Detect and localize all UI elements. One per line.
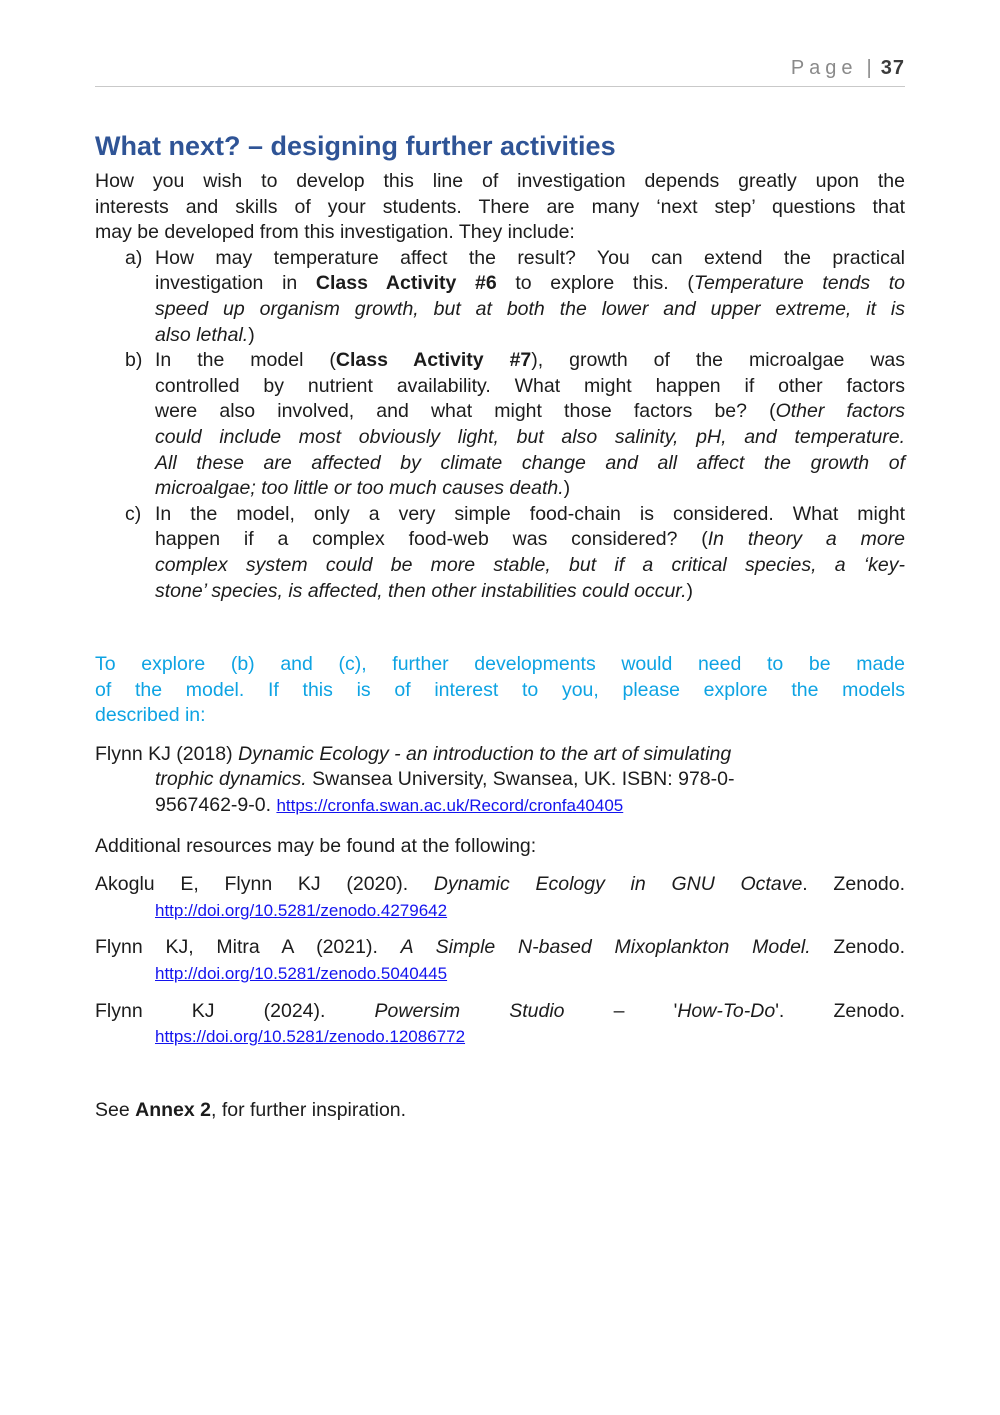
text-segment: ), growth of the microalgae was [531, 349, 905, 372]
text-segment: Flynn KJ (2024). [95, 999, 375, 1022]
text-segment: microalgae; too little or too much causes death. [155, 477, 564, 500]
text-segment: 9567462-9-0. [155, 794, 277, 817]
header-divider [95, 86, 905, 87]
text-segment: to explore this. ( [496, 272, 694, 295]
intro-paragraph [95, 169, 905, 246]
text-line [155, 271, 905, 297]
text-line [155, 323, 905, 349]
text-segment: speed up organism growth, but at both the lower and upper extreme, it is [155, 297, 905, 320]
text-line [95, 652, 905, 678]
text-segment: Class Activity #6 [315, 272, 497, 295]
text-segment: Dynamic Ecology in GNU Octave [433, 873, 803, 896]
text-line [95, 742, 905, 768]
see-annex-note [95, 1098, 905, 1124]
text-segment: happen if a complex food-web was considered? ( [155, 528, 708, 551]
text-line [95, 169, 905, 195]
text-segment: In theory a more [707, 528, 906, 551]
text-segment: How-To-Do [677, 999, 776, 1022]
text-line [155, 246, 905, 272]
text-segment: trophic dynamics. [155, 768, 307, 791]
text-line [95, 872, 905, 898]
text-line [155, 476, 905, 502]
text-segment: Powersim Studio [374, 999, 565, 1022]
explore-note [95, 652, 905, 729]
list-marker: c) [125, 502, 142, 525]
text-segment: In the model ( [155, 349, 336, 372]
reference-flynn-2021 [95, 935, 905, 986]
text-line [155, 297, 905, 323]
page-number: 37 [880, 57, 905, 79]
text-line [95, 195, 905, 221]
text-segment: In the model, only a very simple food-chain is considered. What might [155, 502, 905, 525]
text-segment: were also involved, and what might those factors be? ( [155, 400, 776, 423]
text-segment: Other factors [775, 400, 905, 423]
text-segment: ) [686, 579, 693, 602]
text-line [95, 1024, 905, 1050]
page-header-separator: | [866, 57, 872, 79]
text-line [95, 1098, 905, 1124]
text-line [95, 793, 905, 819]
text-segment: How you wish to develop this line of investigation depends greatly upon the [95, 170, 905, 192]
text-line [155, 502, 905, 528]
text-segment: , for further inspiration. [210, 1098, 407, 1121]
text-segment: may be developed from this investigation. They include: [95, 221, 575, 244]
text-segment: '. Zenodo. [775, 999, 905, 1022]
text-line [95, 703, 905, 729]
text-line [95, 999, 905, 1025]
list-item-a [95, 246, 905, 348]
text-line [95, 767, 905, 793]
text-line [95, 678, 905, 704]
text-segment: interests and skills of your students. There are many ‘next step’ questions that [95, 195, 905, 218]
text-segment: Swansea University, Swansea, UK. ISBN: 978-0- [306, 768, 735, 791]
text-segment: Class Activity #7 [335, 349, 532, 372]
text-segment: stone’ species, is affected, then other instabilities could occur. [155, 579, 687, 602]
text-segment: Temperature tends to [693, 272, 905, 295]
text-line [155, 348, 905, 374]
text-segment: How may temperature affect the result? You can extend the practical [155, 246, 905, 269]
text-segment: See [95, 1098, 136, 1121]
page-header-label: Page [790, 57, 858, 79]
text-segment: ) [248, 323, 255, 346]
text-segment: To explore (b) and (c), further developments would need to be made [95, 653, 905, 676]
text-segment: Akoglu E, Flynn KJ (2020). [95, 873, 434, 896]
text-segment: complex system could be more stable, but if a critical species, a ‘key- [155, 553, 905, 576]
list-item-b [95, 348, 905, 502]
page-header [95, 57, 905, 80]
text-line [95, 935, 905, 961]
text-segment: of the model. If this is of interest to you, please explore the models [95, 678, 905, 701]
text-segment: All these are affected by climate change and all affect the growth of [155, 451, 905, 474]
text-line [155, 579, 905, 605]
text-segment: also lethal. [155, 323, 249, 346]
text-segment: described in: [95, 704, 206, 727]
text-line [95, 898, 905, 924]
text-line [155, 527, 905, 553]
text-segment: Additional resources may be found at the following: [95, 834, 537, 857]
text-segment: Dynamic Ecology - an introduction to the art of simulating [238, 742, 732, 765]
text-line [155, 425, 905, 451]
hyperlink[interactable]: https://doi.org/10.5281/zenodo.12086772 [155, 1027, 466, 1047]
text-segment: A Simple N-based Mixoplankton Model. [400, 936, 811, 959]
text-line [95, 220, 905, 246]
text-segment: ) [563, 477, 571, 500]
text-segment: Flynn KJ, Mitra A (2021). [95, 936, 401, 959]
hyperlink[interactable]: https://cronfa.swan.ac.uk/Record/cronfa40405 [276, 796, 624, 816]
text-segment: investigation in [155, 272, 316, 295]
hyperlink[interactable]: http://doi.org/10.5281/zenodo.4279642 [155, 900, 448, 920]
document-blocks [95, 169, 905, 1123]
text-line [155, 399, 905, 425]
text-line [155, 451, 905, 477]
text-segment: controlled by nutrient availability. What might happen if other factors [155, 374, 905, 397]
text-line [95, 961, 905, 987]
additional-resources-line [95, 834, 905, 860]
text-line [155, 374, 905, 400]
text-segment: Annex 2 [135, 1098, 211, 1121]
hyperlink[interactable]: http://doi.org/10.5281/zenodo.5040445 [155, 964, 448, 984]
text-line [95, 834, 905, 860]
list-marker: a) [125, 246, 143, 269]
text-segment: – ' [564, 999, 678, 1022]
reference-akoglu-2020 [95, 872, 905, 923]
reference-flynn-2024 [95, 999, 905, 1050]
text-line [155, 553, 905, 579]
text-segment: Zenodo. [810, 936, 905, 959]
page-title: What next? – designing further activities [95, 131, 616, 161]
reference-flynn-2018 [95, 742, 905, 819]
list-item-c [95, 502, 905, 604]
text-segment: Flynn KJ (2018) [95, 742, 239, 765]
text-segment: . Zenodo. [802, 873, 905, 896]
text-segment: could include most obviously light, but also salinity, pH, and temperature. [155, 425, 905, 448]
list-marker: b) [125, 349, 143, 372]
